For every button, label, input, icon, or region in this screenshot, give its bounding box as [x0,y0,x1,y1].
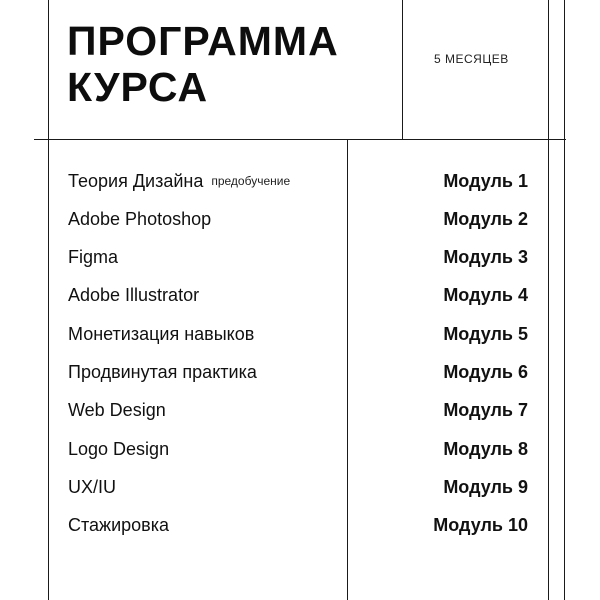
course-row [0,238,600,276]
module-label: Модуль 6 [443,362,528,382]
duration-label: 5 МЕСЯЦЕВ [434,52,509,66]
module-label: Модуль 7 [443,400,528,420]
course-row [0,391,600,429]
course-name: Figma [68,247,119,267]
course-row [0,468,600,506]
course-name: Монетизация навыков [68,324,255,344]
module-label: Модуль 2 [443,209,528,229]
page-title [67,18,339,110]
course-row [0,353,600,391]
course-row [0,162,600,200]
course-name-text: Теория Дизайна [68,171,204,191]
title-line-1: ПРОГРАММА [67,18,339,64]
module-label: Модуль 3 [443,247,528,267]
header-bottom-horizontal-line [34,139,566,140]
module-label: Модуль 1 [443,171,528,191]
course-row [0,315,600,353]
top-left-vertical-line [48,0,49,140]
title-line-2: КУРСА [67,64,209,110]
course-name: Web Design [68,400,166,420]
header-divider-vertical-line [402,0,403,140]
course-name: UX/IU [68,477,117,497]
module-label: Модуль 9 [443,477,528,497]
course-row [0,506,600,544]
course-row [0,430,600,468]
course-name: Adobe Photoshop [68,209,212,229]
course-name: Стажировка [68,515,170,535]
course-name: Logo Design [68,439,170,459]
course-note: предобучение [211,174,291,188]
course-row [0,276,600,314]
course-name [68,162,290,200]
course-row [0,200,600,238]
module-label: Модуль 10 [433,515,528,535]
course-name: Adobe Illustrator [68,285,200,305]
module-label: Модуль 8 [443,439,528,459]
module-label: Модуль 5 [443,324,528,344]
module-label: Модуль 4 [443,285,528,305]
course-name: Продвинутая практика [68,362,257,382]
